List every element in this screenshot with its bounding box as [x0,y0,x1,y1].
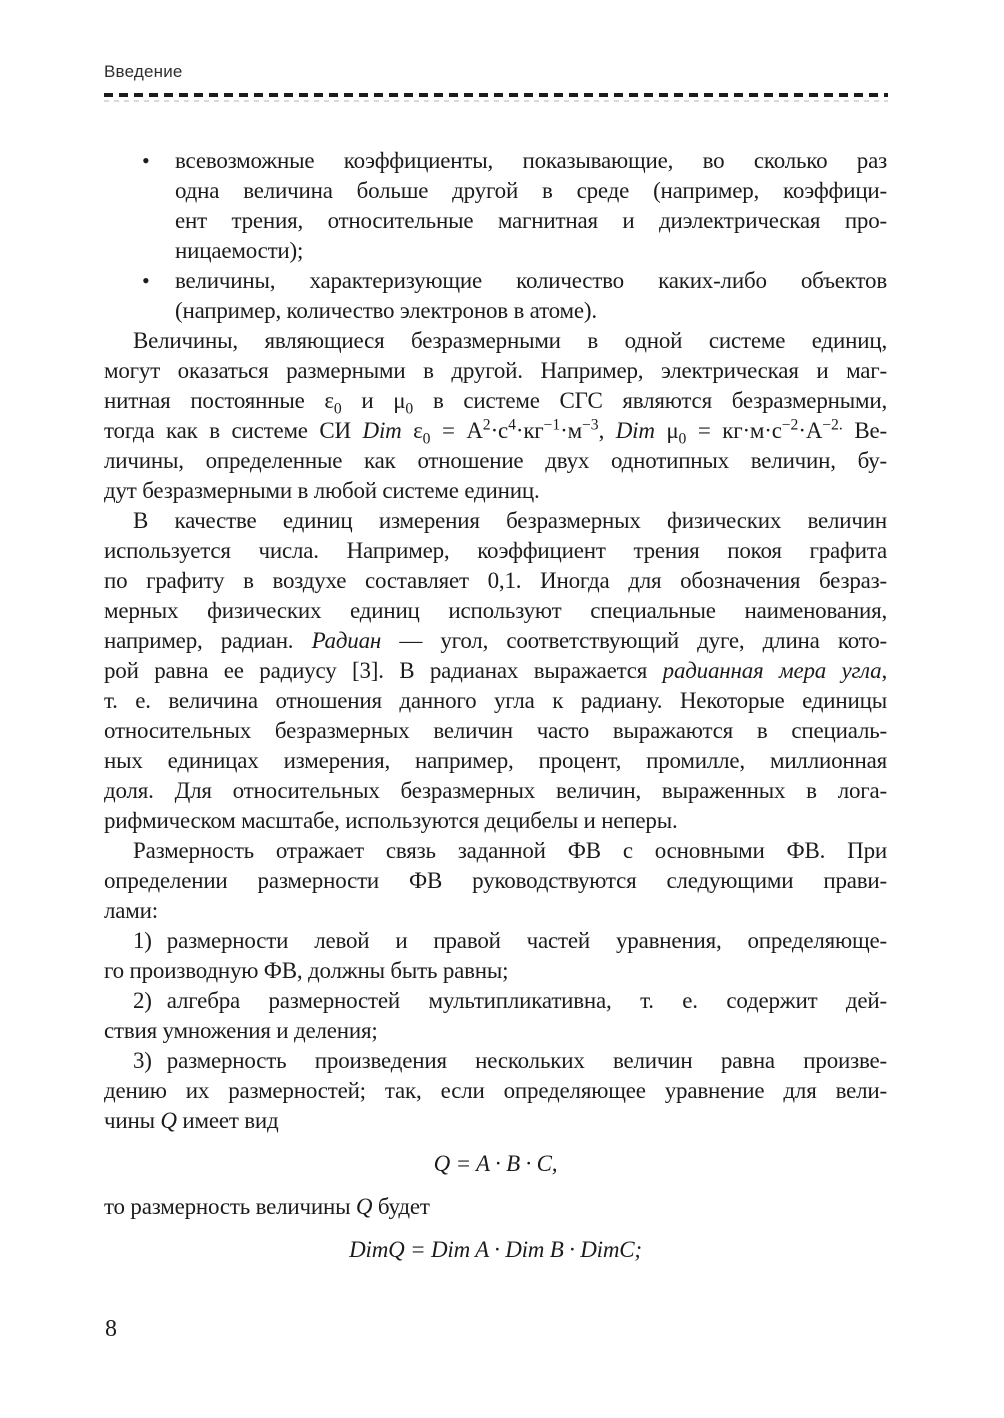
bullet-icon: • [142,148,150,173]
formula [104,1235,887,1265]
text-line: ницаемости); [175,238,304,263]
text-line: доля. Для относительных безразмерных величин, выраженных в лога- [104,778,887,803]
paragraph [104,1192,887,1222]
text-line: то размерность величины Q будет [104,1194,430,1219]
text-line: по графиту в воздухе составляет 0,1. Иногда для обозначения безраз- [104,568,887,593]
text-line: 2) алгебра размерностей мультипликативна, т. е. содержит дей- [133,988,887,1013]
text-line: (например, количество электронов в атоме). [175,298,597,323]
text-line: относительных безразмерных величин часто выражаются в специаль- [104,718,887,743]
numbered-item [104,926,887,986]
text-line: В качестве единиц измерения безразмерных физических величин [133,508,887,533]
formula-line: DimQ = Dim A · Dim B · DimC; [349,1237,642,1262]
text-line: ент трения, относительные магнитная и диэлектрическая про- [175,208,887,233]
text-line: Размерность отражает связь заданной ФВ с основными ФВ. При [133,838,887,863]
text-line: дению их размерностей; так, если определяющее уравнение для вели- [104,1078,887,1103]
page-number: 8 [105,1316,117,1342]
bullet-item [104,266,887,326]
paragraph [104,326,887,506]
text-line: одна величина больше другой в среде (например, коэффици- [175,178,887,203]
text-line: определении размерности ФВ руководствуются следующими прави- [104,868,887,893]
header-rule-shadow [104,100,888,102]
text-line: используется числа. Например, коэффициент трения покоя графита [104,538,887,563]
formula [104,1149,887,1179]
text-line: 1) размерности левой и правой частей уравнения, определяюще- [133,928,887,953]
text-line: лами: [104,898,158,923]
running-header-section-title: Введение [104,62,183,81]
bullet-icon: • [142,268,150,293]
text-line: нитная постоянные $\varepsilon_0$ и $\mu_0$ в системе СГС являются безразмерными, [104,388,887,418]
text-line: чины Q имеет вид [104,1108,279,1133]
numbered-item [104,986,887,1046]
text-line: могут оказаться размерными в другой. Например, электрическая и маг- [104,358,887,383]
text-line: рой равна ее радиусу [3]. В радианах выражается радианная мера угла, [104,658,887,683]
list-number: 2) [133,988,152,1013]
text-line: например, радиан. Радиан — угол, соответствующий дуге, длина кото- [104,628,887,653]
text-line: тогда как в системе СИ Dim $\varepsilon_0 = А^2\cdot с^4\cdot кг^{-1}\cdot м^{-3}$, Dim $\mu_0 = кг\cdot м\cdot с^{-2}\cdot А^{-2.}$ Ве- [104,416,887,448]
text-line: Величины, являющиеся безразмерными в одной системе единиц, [133,328,887,353]
list-number: 3) [133,1048,152,1073]
list-number: 1) [133,928,152,953]
text-line: мерных физических единиц используют специальные наименования, [104,598,887,623]
text-line: ствия умножения и деления; [104,1018,378,1043]
bullet-item [104,146,887,266]
text-line: величины, характеризующие количество каких-либо объектов [175,268,887,293]
numbered-item [104,1046,887,1136]
text-line: го производную ФВ, должны быть равны; [104,958,509,983]
text-line: 3) размерность произведения нескольких величин равна произве- [133,1048,887,1073]
text-line: рифмическом масштабе, используются децибелы и неперы. [104,808,678,833]
header-dashed-rule [104,93,888,97]
formula-line: Q = A · B · C, [433,1151,558,1176]
text-line: личины, определенные как отношение двух однотипных величин, бу- [104,448,887,473]
text-line: всевозможные коэффициенты, показывающие, во сколько раз [175,148,887,173]
text-line: т. е. величина отношения данного угла к радиану. Некоторые единицы [104,688,887,713]
text-line: дут безразмерными в любой системе единиц. [104,478,540,503]
paragraph [104,506,887,836]
page-body-text [104,146,887,1278]
text-line: ных единицах измерения, например, процент, промилле, миллионная [104,748,887,773]
paragraph [104,836,887,926]
